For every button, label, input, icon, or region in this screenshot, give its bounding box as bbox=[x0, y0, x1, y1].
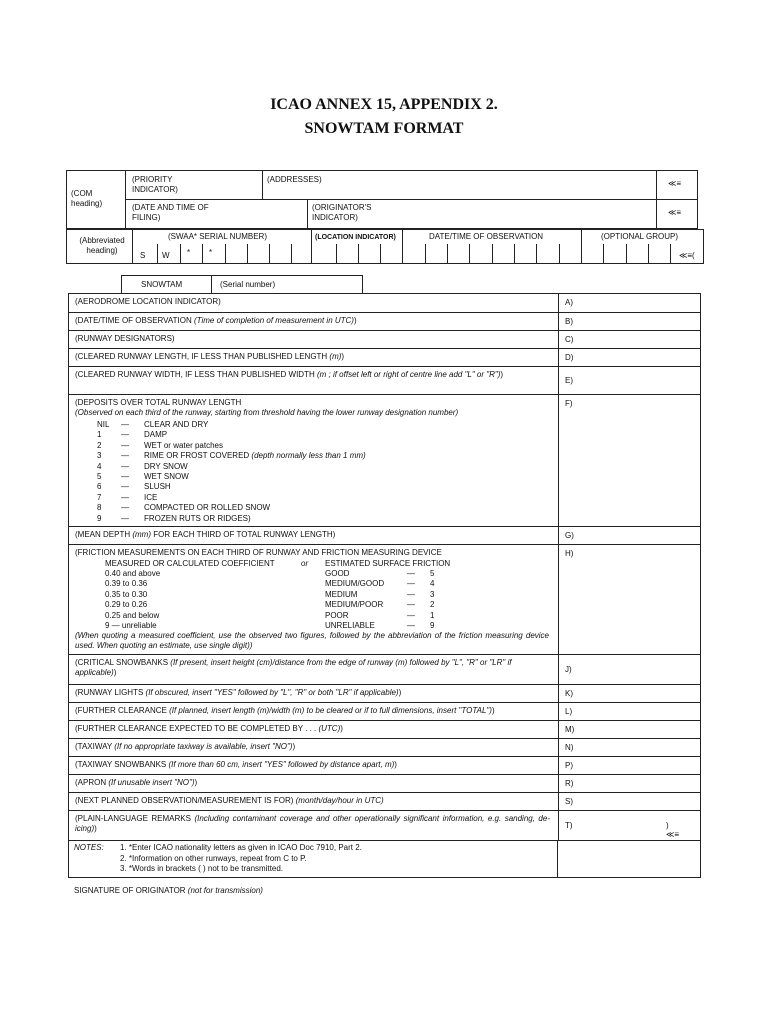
com-heading-label: (COM heading) bbox=[71, 189, 103, 208]
row-e: (CLEARED RUNWAY WIDTH, IF LESS THAN PUBLISHED WIDTH (m ; if offset left or right of centre line add "L" or "R")) E) bbox=[68, 366, 701, 394]
row-f: (DEPOSITS OVER TOTAL RUNWAY LENGTH (Observed on each third of the runway, starting from threshold having the lower runway designation number) F) NIL — CLEAR AND DRY 1 — DAMP 2 — WET or water patches 3 — RIME OR FROST COVERED (depth normally less than 1 mm) 4 — DRY SNOW 5 — WET SNOW 6 — SLUSH 7 — ICE 8 — COMPACTED OR ROLLED SNOW 9 — FROZEN RUTS OR RIDGES) bbox=[68, 394, 701, 526]
abbreviated-heading-label: (Abbreviated heading) bbox=[79, 236, 125, 255]
priority-indicator-label: (PRIORITY INDICATOR) bbox=[132, 175, 178, 194]
row-n: (TAXIWAY (If no appropriate taxiway is available, insert "NO")) N) bbox=[68, 738, 701, 756]
friction-row: 0.25 and below POOR — 1 bbox=[105, 610, 435, 620]
cell-s: S bbox=[140, 251, 146, 260]
row-b: (DATE/TIME OF OBSERVATION (Time of completion of measurement in UTC)) B) bbox=[68, 312, 701, 330]
notes-label: NOTES: bbox=[74, 843, 104, 852]
row-h: (FRICTION MEASUREMENTS ON EACH THIRD OF RUNWAY AND FRICTION MEASURING DEVICE H) MEASURED OR CALCULATED COEFFICIENT or ESTIMATED SURFACE FRICTION 0.40 and above GOOD — 5 0.39 to 0.36 MEDIUM/GOOD — 4 0.35 to 0.30 MEDIUM — 3 0.29 to 0.26 MEDIUM/POOR — 2 0.25 and below POOR — 1 9 — unreliable UNRELIABLE — 9 (When quoting a measured coefficient, use the observed two figures, followed by the abbreviation of the friction measuring device used. When quoting an estimate, use single digit)) bbox=[68, 544, 701, 654]
cell-star: * bbox=[209, 248, 213, 257]
friction-row: 0.40 and above GOOD — 5 bbox=[105, 569, 435, 578]
page-title: ICAO ANNEX 15, APPENDIX 2. bbox=[270, 96, 498, 113]
row-t: (PLAIN-LANGUAGE REMARKS (Including contaminant coverage and other operationally significant information, e.g. sanding, de-icing)) T) ) ≪≡ bbox=[68, 810, 701, 840]
row-r: (APRON (If unusable insert "NO")) R) bbox=[68, 774, 701, 792]
row-d: (CLEARED RUNWAY LENGTH, IF LESS THAN PUBLISHED LENGTH (m)) D) bbox=[68, 348, 701, 366]
note-item: 3. *Words in brackets ( ) not to be transmitted. bbox=[120, 864, 284, 873]
estimated-friction-column-head: ESTIMATED SURFACE FRICTION bbox=[325, 559, 451, 568]
serial-number-label: (Serial number) bbox=[220, 280, 276, 289]
end-of-line-symbol: ≪≡( bbox=[679, 251, 695, 260]
row-p: (TAXIWAY SNOWBANKS (If more than 60 cm, insert "YES" followed by distance apart, m)) P) bbox=[68, 756, 701, 774]
row-a: (AERODROME LOCATION INDICATOR) A) bbox=[68, 293, 701, 312]
row-s: (NEXT PLANNED OBSERVATION/MEASUREMENT IS FOR) (month/day/hour in UTC) S) bbox=[68, 792, 701, 810]
end-of-line-symbol: ≪≡ bbox=[668, 179, 682, 188]
friction-table bbox=[69, 569, 549, 631]
signature-of-originator: SIGNATURE OF ORIGINATOR (not for transmission) bbox=[74, 886, 263, 895]
friction-row: 0.39 to 0.36 MEDIUM/GOOD — 4 bbox=[105, 579, 435, 589]
row-k: (RUNWAY LIGHTS (If obscured, insert "YES" followed by "L", "R" or both "LR" if applicable)) K) bbox=[68, 684, 701, 702]
date-time-observation-label: DATE/TIME OF OBSERVATION bbox=[429, 232, 544, 241]
note-item: 1. *Enter ICAO nationality letters as given in ICAO Doc 7910, Part 2. bbox=[120, 843, 362, 852]
addresses-label: (ADDRESSES) bbox=[267, 175, 322, 184]
row-c: (RUNWAY DESIGNATORS) C) bbox=[68, 330, 701, 348]
location-indicator-label: (LOCATION INDICATOR) bbox=[315, 234, 396, 241]
optional-group-label: (OPTIONAL GROUP) bbox=[601, 232, 679, 241]
snowtam-label: SNOWTAM bbox=[141, 280, 183, 289]
or-label: or bbox=[301, 559, 309, 568]
friction-row: 9 — unreliable UNRELIABLE — 9 bbox=[105, 620, 435, 630]
row-g: (MEAN DEPTH (mm) FOR EACH THIRD OF TOTAL RUNWAY LENGTH) G) bbox=[68, 526, 701, 544]
row-m: (FURTHER CLEARANCE EXPECTED TO BE COMPLETED BY . . . (UTC)) M) bbox=[68, 720, 701, 738]
date-time-filing-label: (DATE AND TIME OF FILING) bbox=[132, 203, 209, 222]
coefficient-column-head: MEASURED OR CALCULATED COEFFICIENT bbox=[105, 559, 275, 568]
note-item: 2. *Information on other runways, repeat from C to P. bbox=[120, 853, 307, 863]
row-j: (CRITICAL SNOWBANKS (If present, insert height (cm)/distance from the edge of runway (m) followed by "L", "R" or "LR" if applicable)) J) bbox=[68, 654, 701, 684]
end-of-line-symbol: ≪≡ bbox=[668, 208, 682, 217]
notes-list bbox=[120, 843, 362, 875]
row-l: (FURTHER CLEARANCE (If planned, insert length (m)/width (m) to be cleared or if to full dimensions, insert "TOTAL")) L) bbox=[68, 702, 701, 720]
cell-star: * bbox=[187, 248, 191, 257]
friction-row: 0.29 to 0.26 MEDIUM/POOR — 2 bbox=[105, 600, 435, 610]
friction-row: 0.35 to 0.30 MEDIUM — 3 bbox=[105, 589, 435, 599]
originators-indicator-label: (ORIGINATOR'S INDICATOR) bbox=[312, 203, 372, 222]
friction-note: (When quoting a measured coefficient, use the observed two figures, followed by the abbreviation of the friction measuring device used. When quoting an estimate, use single digit)) bbox=[75, 631, 549, 650]
swaa-serial-label: (SWAA* SERIAL NUMBER) bbox=[168, 232, 267, 241]
cell-w: W bbox=[162, 251, 170, 260]
page-subtitle: SNOWTAM FORMAT bbox=[304, 120, 464, 137]
